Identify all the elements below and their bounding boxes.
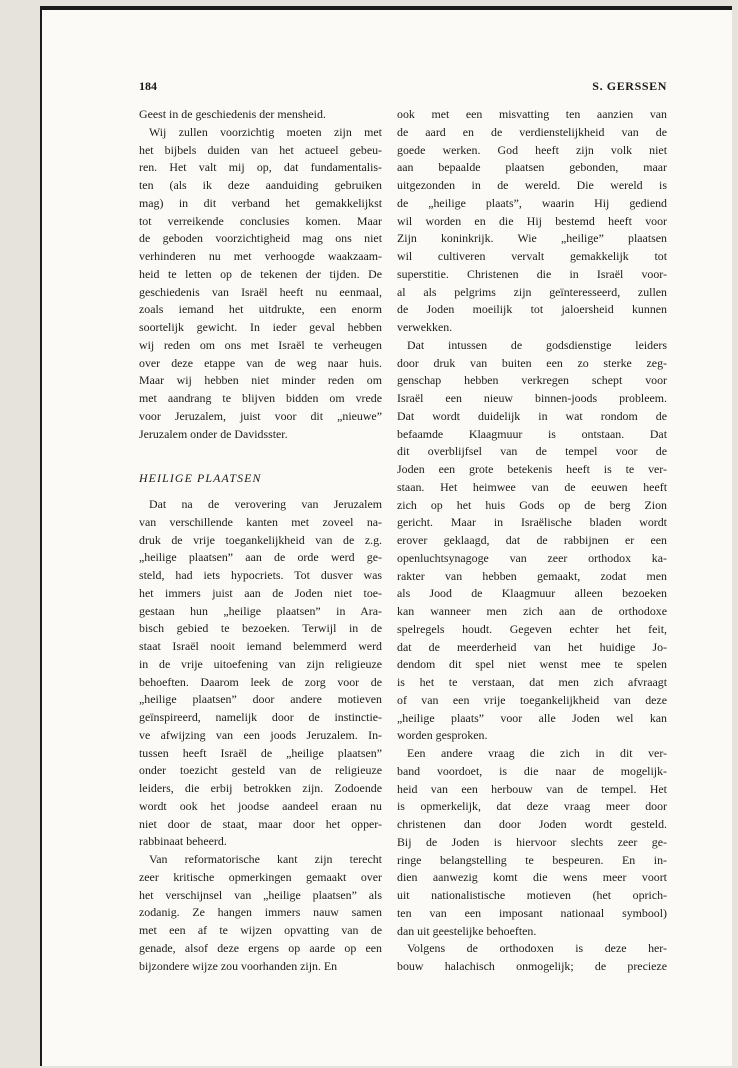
text-line: Maar wij hebben niet minder reden om (139, 373, 382, 388)
text-line: goede werken. God heeft zijn volk niet (397, 142, 667, 157)
text-line: Volgens de orthodoxen is deze her- (407, 941, 667, 956)
text-line: ren. Het valt mij op, dat fundamentalis- (139, 160, 382, 175)
text-line: de Joden moeilijk tot jaloersheid kunnen (397, 302, 667, 317)
text-line: mag) in dit verband het gemakkelijkst (139, 195, 382, 210)
text-line: rakter van hebben gemaakt, zodat men (397, 568, 667, 583)
text-line: verhinderen nu met verhoogde waakzaam- (139, 249, 382, 263)
text-line: niet door de staat, maar door het opper- (139, 816, 382, 831)
text-line: uitgezonden in de wereld. Die wereld is (397, 178, 667, 192)
section-heading: HEILIGE PLAATSEN (139, 471, 262, 485)
text-line: voor Jeruzalem, juist voor dit „nieuwe” (139, 408, 382, 423)
text-line: Jeruzalem onder de Davidsster. (139, 426, 288, 441)
text-line: bisch gebied te bezoeken. Terwijl in de (139, 621, 382, 636)
text-line: leiders, die erbij betrokken zijn. Zodoende (139, 781, 382, 795)
text-line: dien aanwezig komt die wens meer voort (397, 870, 667, 885)
text-line: zeer kritische opmerkingen gemaakt over (139, 869, 382, 884)
text-line: tot verreikende conclusies komen. Maar (139, 213, 382, 228)
text-line: dendom dit spel niet wenst mee te spelen (397, 657, 667, 672)
text-line: dit overblijfsel van de tempel voor de (397, 444, 667, 459)
left-column (139, 106, 382, 975)
text-line: van verschillende kanten met zoveel na- (139, 514, 382, 529)
text-line: soortelijk gewicht. In ieder geval hebben (139, 320, 382, 334)
text-line: gestaan hun „heilige plaatsen” in Ara- (139, 603, 382, 618)
text-line: heid van een herbouw van de tempel. Het (397, 781, 667, 796)
text-line: geschiedenis van Israël heeft nu eenmaal, (139, 284, 382, 299)
text-line: als Jood de Klaagmuur alleen bezoeken (397, 586, 667, 601)
text-line: „heilige plaatsen” aan de orde werd ge- (139, 550, 382, 565)
text-line: zoals iemand het uitdrukte, een enorm (139, 302, 382, 317)
text-line: het verschijnsel van „heilige plaatsen” als (139, 887, 382, 902)
text-line: spelregels houdt. Gegeven echter het feit, (397, 621, 667, 636)
text-line: Dat na de verovering van Jeruzalem (149, 497, 382, 511)
text-line: ringe belangstelling te bespeuren. En in- (397, 852, 667, 867)
text-line: Joden een grote betekenis heeft is te ver- (397, 462, 667, 476)
text-line: bouw halachisch onmogelijk; de precieze (397, 959, 667, 973)
text-line: gericht. Maar in Israëlische bladen wordt (397, 515, 667, 530)
text-line: zodanig. Ze hangen immers nauw samen (139, 905, 382, 920)
text-line: Bij de Joden is hiervoor slechts zeer ge- (397, 834, 667, 849)
text-line: steld, had iets hypocriets. Tot dusver was (139, 568, 382, 582)
text-line: superstitie. Christenen die in Israël voor- (397, 266, 667, 281)
text-line: wil cultiveren vervalt gemakkelijk tot (397, 249, 667, 263)
page-number: 184 (139, 79, 157, 93)
text-line: door druk van buiten een zo sterke zeg- (397, 355, 667, 370)
text-line: het immers juist aan de Joden niet toe- (139, 585, 382, 600)
text-line: Israël een nieuw binnen-joods probleem. (397, 391, 667, 405)
text-line: openluchtsynagoge van zeer orthodox ka- (397, 550, 667, 565)
text-line: genschap hebben verkregen schept voor (397, 373, 667, 388)
text-line: al als pelgrims zijn geïnteresseerd, zullen (397, 284, 667, 299)
text-line: druk de vrije toegankelijkheid van de z.g. (139, 532, 382, 547)
text-line: het bijbels duiden van het actueel gebeu- (139, 142, 382, 157)
text-line: „heilige plaats” voor alle Joden wel kan (397, 710, 667, 725)
text-line: geïnspireerd, namelijk door de instinctie- (139, 710, 382, 724)
text-line: erover geklaagd, dat de rabbijnen er een (397, 533, 667, 547)
text-line: behoeften. Daarom leek de zorg voor de (139, 674, 382, 689)
running-head (139, 79, 667, 95)
text-line: dan uit geestelijke behoeften. (397, 923, 537, 938)
text-line: rabbinaat beheerd. (139, 834, 227, 849)
text-line: bijzondere wijze zou voorhanden zijn. En (139, 958, 338, 973)
text-line: of van een vrije toegankelijkheid van deze (397, 692, 667, 707)
text-line: christenen dan door Joden wordt gesteld. (397, 817, 667, 831)
text-line: genade, alsof deze ergens op aarde op een (139, 940, 382, 955)
text-line: in de vrije uitoefening van zijn religieuze (139, 656, 382, 671)
text-line: zich op het huis Gods op de berg Zion (397, 497, 667, 512)
text-line: wordt ook het joodse aandeel eraan nu (139, 798, 382, 813)
text-line: ook met een misvatting ten aanzien van (397, 107, 667, 121)
text-line: de aard en de verdienstelijkheid van de (397, 124, 667, 139)
text-line: befaamde Klaagmuur is ontstaan. Dat (397, 426, 667, 441)
text-line: is opmerkelijk, dat deze vraag meer door (397, 799, 667, 814)
text-line: staan. Het heimwee van de eeuwen heeft (397, 479, 667, 494)
text-line: onder toezicht gesteld van de religieuze (139, 763, 382, 778)
text-line: tussen heeft Israël de „heilige plaatsen” (139, 745, 382, 760)
text-line: dat de meerderheid van het huidige Jo- (397, 639, 667, 654)
text-line: over deze etappe van de weg naar huis. (139, 355, 382, 370)
right-column (397, 106, 667, 976)
text-line: ten van een imposant nationaal symbool) (397, 905, 667, 920)
text-line: met aandrang te blijven bidden om vrede (139, 391, 382, 405)
text-line: met een af te wijzen opvatting van de (139, 923, 382, 937)
text-line: worden gesproken. (397, 728, 488, 743)
text-line: verwekken. (397, 320, 453, 334)
text-line: Dat wordt duidelijk in wat rondom de (397, 408, 667, 423)
text-line: heid te letten op de tekenen der tijden. De (139, 266, 382, 281)
text-line: Een andere vraag die zich in dit ver- (407, 746, 667, 760)
paragraph-spacer (139, 443, 382, 461)
text-line: band voordoet, is die naar de mogelijk- (397, 763, 667, 778)
text-line: uit nationalistische motieven (het oprich- (397, 888, 667, 902)
text-line: wil worden en die Hij bestemd heeft voor (397, 213, 667, 228)
running-head-author: S. GERSSEN (592, 79, 667, 93)
text-line: Zijn koninkrijk. Wie „heilige” plaatsen (397, 231, 667, 246)
text-line: Wij zullen voorzichtig moeten zijn met (149, 124, 382, 139)
text-line: kan wanneer men zich aan de orthodoxe (397, 604, 667, 618)
text-line: staat Israël nooit iemand belemmerd werd (139, 639, 382, 653)
text-line: is het te verstaan, dat men zich afvraagt (397, 675, 667, 689)
text-line: Dat intussen de godsdienstige leiders (407, 337, 667, 352)
text-line: Geest in de geschiedenis der mensheid. (139, 107, 326, 121)
text-line: wij reden om ons met Israël te verheugen (139, 337, 382, 352)
text-line: ten (als ik deze aanduiding gebruiken (139, 178, 382, 192)
text-line: de geboden voorzichtigheid mag ons niet (139, 231, 382, 246)
text-line: de „heilige plaats”, waarin Hij gediend (397, 195, 667, 210)
text-line: aan bepaalde plaatsen gebonden, maar (397, 160, 667, 175)
text-line: „heilige plaatsen” door andere motieven (139, 692, 382, 707)
text-line: Van reformatorische kant zijn terecht (149, 852, 382, 866)
text-line: ve afwijzing van een joods Jeruzalem. In- (139, 727, 382, 742)
